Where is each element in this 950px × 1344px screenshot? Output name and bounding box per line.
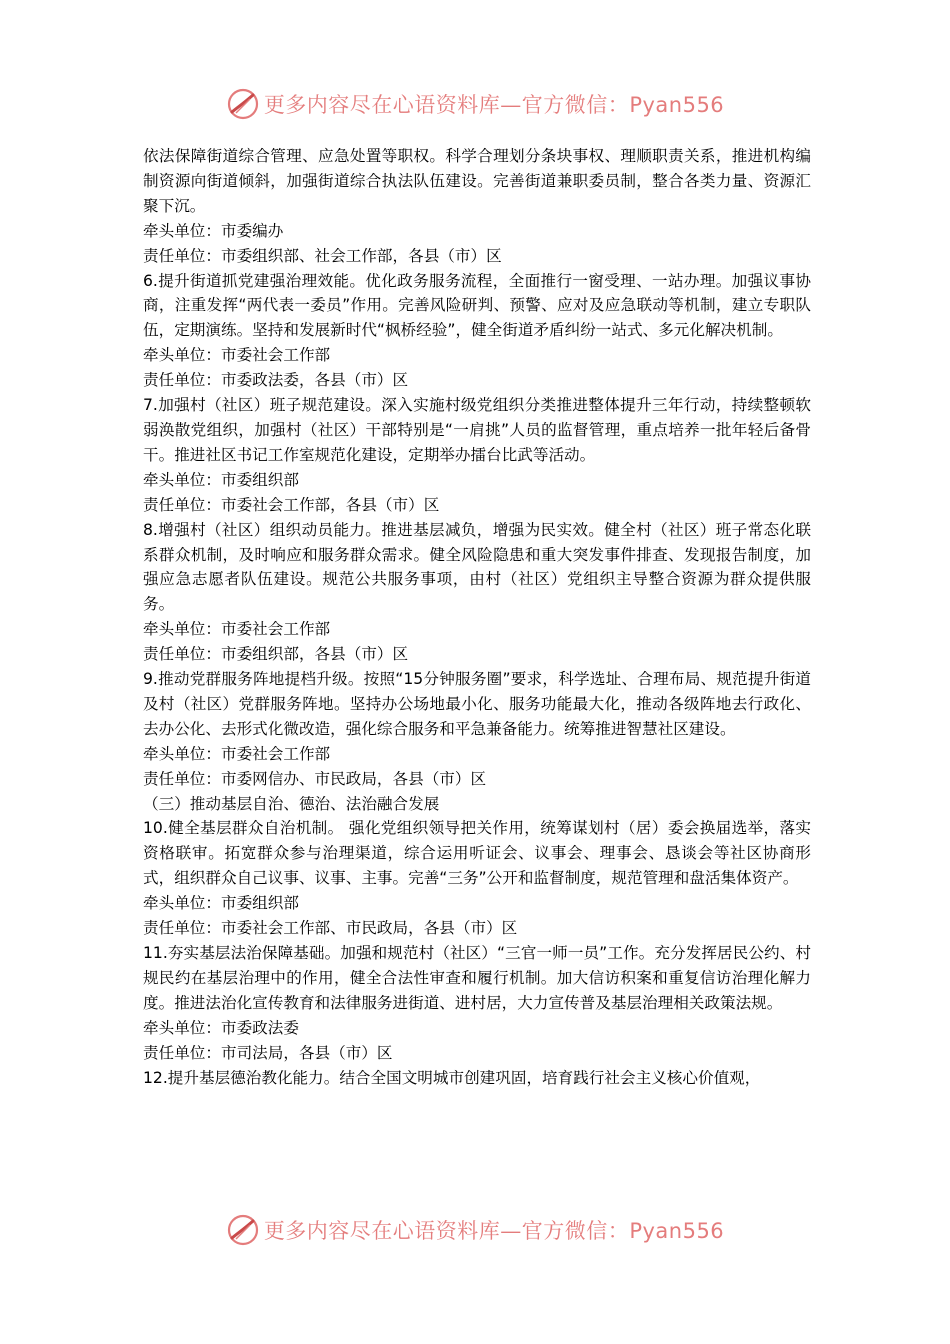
lead-unit-line: 牵头单位：市委社会工作部 bbox=[143, 744, 331, 763]
item-6-paragraph: 6.提升街道抓党建强治理效能。优化政务服务流程，全面推行一窗受理、一站办理。加强议事协商，注重发挥“两代表一委员”作用。完善风险研判、预警、应对及应急联动等机制，建立专职队伍，定期演练。坚持和发展新时代“枫桥经验”，健全街道矛盾纠纷一站式、多元化解决机制。 bbox=[143, 271, 811, 340]
watermark-text: 更多内容尽在心语资料库—官方微信：Pyan556 bbox=[263, 1219, 725, 1243]
pen-circle-logo-icon bbox=[226, 87, 260, 121]
responsible-unit-line: 责任单位：市委社会工作部、市民政局，各县（市）区 bbox=[143, 919, 518, 938]
responsible-unit-line: 责任单位：市委社会工作部，各县（市）区 bbox=[143, 495, 440, 514]
wechat-id: Pyan556 bbox=[629, 1219, 725, 1243]
header-watermark-banner bbox=[0, 84, 950, 124]
item-9-paragraph: 9.推动党群服务阵地提档升级。按照“15分钟服务圈”要求，科学选址、合理布局、规范提升街道及村（社区）党群服务阵地。坚持办公场地最小化、服务功能最大化，推动各级阵地去行政化、去办公化、去形式化微改造，强化综合服务和平急兼备能力。统筹推进智慧社区建设。 bbox=[143, 670, 811, 738]
responsible-unit-line: 责任单位：市委网信办、市民政局，各县（市）区 bbox=[143, 769, 487, 788]
document-body bbox=[143, 144, 811, 1090]
footer-watermark-banner bbox=[0, 1210, 950, 1250]
item-7-paragraph: 7.加强村（社区）班子规范建设。深入实施村级党组织分类推进整体提升三年行动，持续整顿软弱涣散党组织，加强村（社区）干部特别是“一肩挑”人员的监督管理，重点培养一批年轻后备骨干。推进社区书记工作室规范化建设，定期举办擂台比武等活动。 bbox=[143, 396, 811, 464]
paragraph-street-powers: 依法保障街道综合管理、应急处置等职权。科学合理划分条块事权、理顺职责关系，推进机构编制资源向街道倾斜，加强街道综合执法队伍建设。完善街道兼职委员制，整合各类力量、资源汇聚下沉。 bbox=[143, 147, 811, 215]
section-heading: （三）推动基层自治、德治、法治融合发展 bbox=[143, 794, 440, 813]
lead-unit-line: 牵头单位：市委社会工作部 bbox=[143, 346, 331, 365]
lead-unit-line: 牵头单位：市委编办 bbox=[143, 221, 284, 240]
item-12-paragraph: 12.提升基层德治教化能力。结合全国文明城市创建巩固，培育践行社会主义核心价值观， bbox=[143, 1068, 761, 1087]
responsible-unit-line: 责任单位：市司法局，各县（市）区 bbox=[143, 1043, 393, 1062]
responsible-unit-line: 责任单位：市委组织部、社会工作部，各县（市）区 bbox=[143, 246, 502, 265]
lead-unit-line: 牵头单位：市委组织部 bbox=[143, 894, 299, 913]
lead-unit-line: 牵头单位：市委组织部 bbox=[143, 470, 299, 489]
responsible-unit-line: 责任单位：市委政法委，各县（市）区 bbox=[143, 371, 409, 390]
item-8-paragraph: 8.增强村（社区）组织动员能力。推进基层减负，增强为民实效。健全村（社区）班子常态化联系群众机制，及时响应和服务群众需求。健全风险隐患和重大突发事件排查、发现报告制度，加强应急志愿者队伍建设。规范公共服务事项，由村（社区）党组织主导整合资源为群众提供服务。 bbox=[143, 520, 811, 614]
watermark-text: 更多内容尽在心语资料库—官方微信：Pyan556 bbox=[263, 93, 725, 117]
wechat-id: Pyan556 bbox=[629, 93, 725, 117]
lead-unit-line: 牵头单位：市委政法委 bbox=[143, 1018, 299, 1037]
item-11-paragraph: 11.夯实基层法治保障基础。加强和规范村（社区）“三官一师一员”工作。充分发挥居民公约、村规民约在基层治理中的作用，健全合法性审查和履行机制。加大信访积案和重复信访治理化解力度。推进法治化宣传教育和法律服务进街道、进村居，大力宣传普及基层治理相关政策法规。 bbox=[143, 944, 811, 1012]
lead-unit-line: 牵头单位：市委社会工作部 bbox=[143, 620, 331, 639]
pen-circle-logo-icon bbox=[226, 1213, 260, 1247]
item-10-paragraph: 10.健全基层群众自治机制。 强化党组织领导把关作用，统筹谋划村（居）委会换届选举，落实资格联审。拓宽群众参与治理渠道，综合运用听证会、议事会、理事会、恳谈会等社区协商形式，组织群众自己议事、议事、主事。完善“三务”公开和监督制度，规范管理和盘活集体资产。 bbox=[143, 819, 811, 888]
responsible-unit-line: 责任单位：市委组织部，各县（市）区 bbox=[143, 645, 409, 664]
